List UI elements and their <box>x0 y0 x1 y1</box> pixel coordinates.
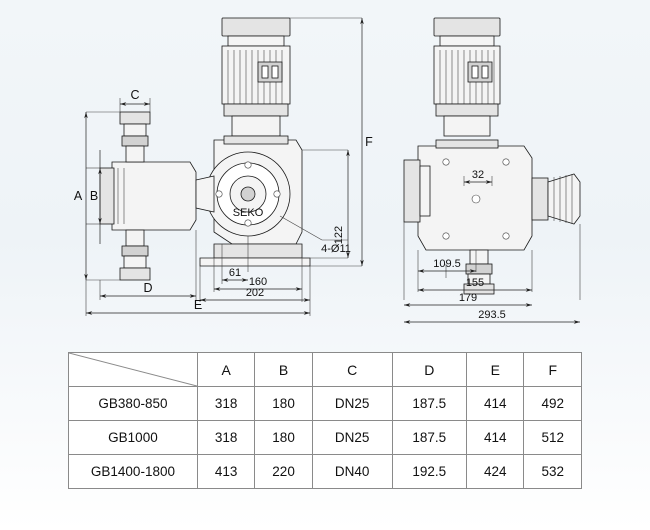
dim-293-5-label: 293.5 <box>478 309 506 321</box>
cell-F: 492 <box>524 387 582 421</box>
dim-160-label: 160 <box>248 276 268 288</box>
dim-155-label: 155 <box>465 277 485 289</box>
column-header-C: C <box>312 353 392 387</box>
cell-F: 532 <box>524 455 582 489</box>
model-name: GB380-850 <box>69 387 198 421</box>
cell-E: 424 <box>467 455 524 489</box>
cell-A: 413 <box>197 455 254 489</box>
cell-A: 318 <box>197 387 254 421</box>
dim-202-label: 202 <box>245 287 265 299</box>
column-header-B: B <box>255 353 312 387</box>
cell-D: 192.5 <box>392 455 467 489</box>
cell-C: DN25 <box>312 421 392 455</box>
cell-D: 187.5 <box>392 387 467 421</box>
side-view <box>404 18 580 294</box>
cell-B: 220 <box>255 455 312 489</box>
dim-A-label: A <box>73 189 83 203</box>
specification-table <box>68 352 582 489</box>
dim-179-label: 179 <box>458 292 478 304</box>
pump-logo-mark: SEKO <box>232 207 264 219</box>
table-header-row <box>69 353 582 387</box>
cell-E: 414 <box>467 421 524 455</box>
dim-122-label: 122 <box>333 225 345 245</box>
dim-B-label: B <box>89 189 99 203</box>
cell-C: DN25 <box>312 387 392 421</box>
table-row <box>69 421 582 455</box>
dim-109-5-label: 109.5 <box>433 258 461 270</box>
model-name: GB1000 <box>69 421 198 455</box>
cell-C: DN40 <box>312 455 392 489</box>
cell-F: 512 <box>524 421 582 455</box>
diagonal-divider-icon <box>69 353 197 386</box>
dim-32-label: 32 <box>471 169 485 181</box>
hole-callout-label: 4-Ø11 <box>321 243 351 255</box>
table-corner-cell <box>69 353 198 387</box>
dim-F-label: F <box>365 135 373 149</box>
front-view <box>100 18 310 280</box>
cell-B: 180 <box>255 387 312 421</box>
cell-D: 187.5 <box>392 421 467 455</box>
column-header-E: E <box>467 353 524 387</box>
dim-E-label: E <box>193 298 203 312</box>
cell-A: 318 <box>197 421 254 455</box>
column-header-F: F <box>524 353 582 387</box>
column-header-A: A <box>197 353 254 387</box>
dim-D-label: D <box>143 281 153 295</box>
cell-B: 180 <box>255 421 312 455</box>
table-row <box>69 455 582 489</box>
dim-C-label: C <box>130 88 140 102</box>
cell-E: 414 <box>467 387 524 421</box>
table-row <box>69 387 582 421</box>
dim-61-label: 61 <box>228 267 242 279</box>
column-header-D: D <box>392 353 467 387</box>
model-name: GB1400-1800 <box>69 455 198 489</box>
